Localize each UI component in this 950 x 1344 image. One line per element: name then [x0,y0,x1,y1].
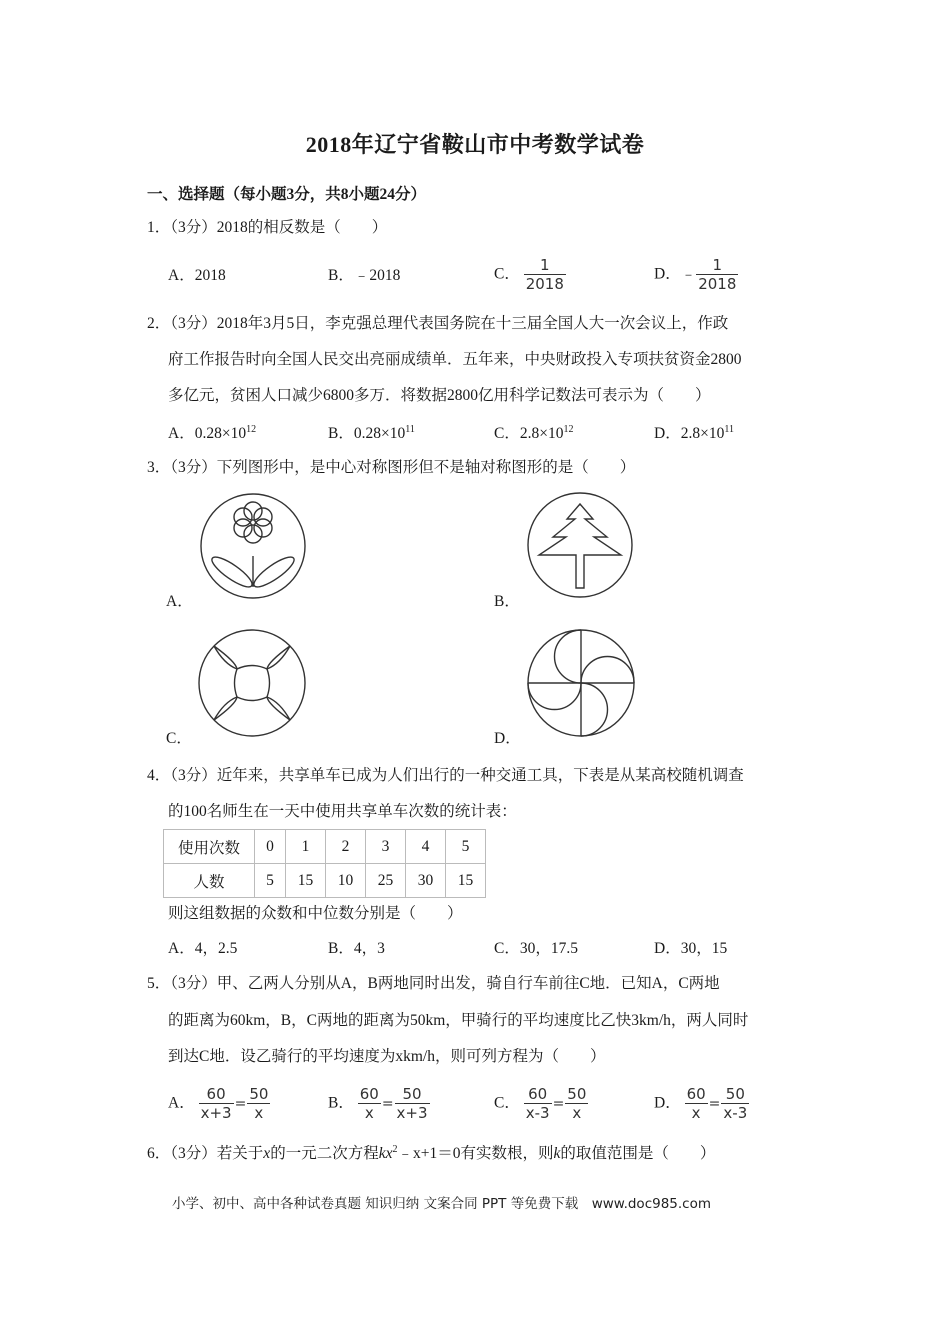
row-header: 人数 [164,864,255,898]
table-cell: 30 [406,864,446,898]
numerator: 60 [359,1085,379,1103]
option-label: A． [168,267,195,284]
question-text: 的一元二次方程 [270,1145,379,1162]
option-value: 4，2.5 [194,940,238,957]
right-fraction [395,1085,430,1122]
flower-figure-icon [195,490,311,602]
numerator: 1 [540,256,550,274]
table-row [164,864,486,898]
left-fraction [358,1085,381,1122]
variable-kx: kx [378,1145,393,1162]
denominator: x-3 [525,1104,550,1122]
usage-stat-table [163,829,486,898]
q4-option-a [168,939,237,959]
question-number: 4． [147,767,171,784]
question-1 [147,218,387,238]
question-number: 3． [147,459,171,476]
option-label: C． [494,1094,520,1112]
option-label: B． [328,425,354,442]
denominator: x [247,1103,270,1122]
q5-option-a [168,1085,270,1122]
numerator: 60 [528,1085,548,1103]
option-base: 2.8×10 [519,425,564,442]
option-value: ﹣2018 [353,267,401,284]
equals-sign: = [552,1095,565,1112]
q1-option-a [168,266,226,286]
table-row [164,830,486,864]
denominator: x [565,1103,588,1122]
question-text: ﹣x+1＝0有实数根，则 [397,1145,554,1162]
exponent: 2 [392,1144,398,1155]
option-label: A． [168,940,195,957]
option-exponent: 12 [563,424,574,435]
option-label: A． [168,425,195,442]
table-cell: 4 [406,830,446,864]
option-label: D． [654,1094,681,1112]
question-number: 1． [147,219,171,236]
question-5-line-2: 的距离为60km，B，C两地的距离为50km，甲骑行的平均速度比乙快3km/h，两人同时 [168,1012,749,1029]
question-text: 2018的相反数是（ ） [216,219,388,236]
question-score: （3分） [170,219,217,236]
table-cell: 15 [446,864,486,898]
question-text: 甲、乙两人分别从A，B两地同时出发，骑自行车前往C地．已知A，C两地 [216,975,720,992]
table-cell: 25 [366,864,406,898]
table-cell: 2 [326,830,366,864]
question-4-line-2: 的100名师生在一天中使用共享单车次数的统计表： [168,803,517,820]
option-label: D． [654,265,681,283]
numerator: 60 [686,1085,706,1103]
fraction [524,256,566,293]
question-text: 近年来，共享单车已成为人们出行的一种交通工具，下表是从某高校随机调查 [216,767,744,784]
table-cell: 0 [255,830,286,864]
q1-option-d [654,256,738,293]
question-4 [147,766,744,786]
question-number: 5． [147,975,171,992]
q3-option-c-label: C． [166,730,192,747]
option-exponent: 12 [246,424,257,435]
q1-option-b [328,266,400,286]
question-text: 若关于 [216,1145,264,1162]
denominator: 2018 [525,275,564,293]
option-exponent: 11 [724,424,734,435]
q4-option-c [494,939,578,959]
q4-option-d [654,939,727,959]
denominator: x [685,1103,708,1122]
option-label: B． [328,940,354,957]
numerator: 50 [249,1085,269,1103]
minus-sign: ﹣ [680,265,697,283]
question-number: 6． [147,1145,171,1162]
question-number: 2． [147,315,171,332]
numerator: 50 [567,1085,587,1103]
question-2-line-2: 府工作报告时向全国人民交出亮丽成绩单．五年来，中央财政投入专项扶贫资金2800 [168,351,742,368]
option-label: B． [328,267,354,284]
option-value: 4，3 [353,940,385,957]
question-2 [147,314,728,334]
table-cell: 5 [446,830,486,864]
numerator: 50 [725,1085,745,1103]
left-fraction [199,1085,234,1122]
question-6 [147,1144,715,1164]
table-cell: 5 [255,864,286,898]
table-cell: 15 [286,864,326,898]
variable-x: x [263,1145,271,1162]
right-fraction [721,1085,749,1122]
q2-option-c [494,424,573,444]
table-cell: 3 [366,830,406,864]
table-cell: 1 [286,830,326,864]
q5-option-b [328,1085,430,1122]
question-score: （3分） [170,459,217,476]
numerator: 1 [712,256,723,274]
pinwheel-figure-icon [524,626,638,740]
option-value: 30，17.5 [519,940,578,957]
q1-option-c [494,256,566,293]
tree-figure-icon [525,490,637,602]
denominator: x-3 [723,1104,748,1122]
option-label: C． [494,940,520,957]
question-score: （3分） [170,315,217,332]
denominator: x+3 [396,1104,428,1122]
q2-option-d [654,424,734,444]
option-value: 30，15 [680,940,728,957]
question-score: （3分） [170,767,217,784]
option-label: D． [654,425,681,442]
numerator: 50 [402,1085,422,1103]
denominator: x+3 [200,1104,232,1122]
equals-sign: = [234,1095,247,1112]
option-base: 0.28×10 [353,425,406,442]
question-5 [147,974,720,994]
row-header: 使用次数 [164,830,255,864]
q2-option-a [168,424,256,444]
option-label: D． [654,940,681,957]
q5-option-d [654,1085,749,1122]
question-3 [147,458,635,478]
equals-sign: = [708,1095,721,1112]
left-fraction [685,1085,708,1122]
denominator: x [358,1103,381,1122]
question-5-line-3: 到达C地．设乙骑行的平均速度为xkm/h，则可列方程为（ ） [168,1048,606,1065]
q4-option-b [328,939,385,959]
equals-sign: = [381,1095,394,1112]
question-4-prompt: 则这组数据的众数和中位数分别是（ ） [168,905,463,922]
question-text: 2018年3月5日，李克强总理代表国务院在十三届全国人大一次会议上，作政 [216,315,729,332]
denominator: 2018 [698,275,737,293]
left-fraction [524,1085,552,1122]
variable-k: k [553,1145,561,1162]
numerator: 60 [206,1085,226,1103]
q3-option-d-label: D． [494,730,521,747]
question-text: 的取值范围是（ ） [560,1145,716,1162]
q3-option-a-label: A． [166,593,193,610]
option-label: C． [494,265,520,283]
section-heading: 一、选择题（每小题3分，共8小题24分） [147,186,427,203]
q3-option-b-label: B． [494,593,520,610]
option-value: 2018 [194,267,226,284]
q5-option-c [494,1085,588,1122]
table-cell: 10 [326,864,366,898]
option-exponent: 11 [405,424,415,435]
right-fraction [247,1085,270,1122]
option-base: 2.8×10 [680,425,725,442]
option-label: C． [494,425,520,442]
option-label: B． [328,1094,354,1112]
question-score: （3分） [170,1145,217,1162]
footer-ad-text: 小学、初中、高中各种试卷真题 知识归纳 文案合同 PPT 等免费下载 www.doc985.com [172,1196,712,1212]
question-score: （3分） [170,975,217,992]
option-base: 0.28×10 [194,425,247,442]
option-label: A． [168,1094,195,1112]
right-fraction [565,1085,588,1122]
fraction [696,256,738,293]
question-text: 下列图形中，是中心对称图形但不是轴对称图形的是（ ） [216,459,636,476]
question-2-line-3: 多亿元，贫困人口减少6800多万．将数据2800亿用科学记数法可表示为（ ） [168,387,711,404]
arc-square-figure-icon [195,627,311,741]
page-title: 2018年辽宁省鞍山市中考数学试卷 [305,132,645,157]
q2-option-b [328,424,415,444]
